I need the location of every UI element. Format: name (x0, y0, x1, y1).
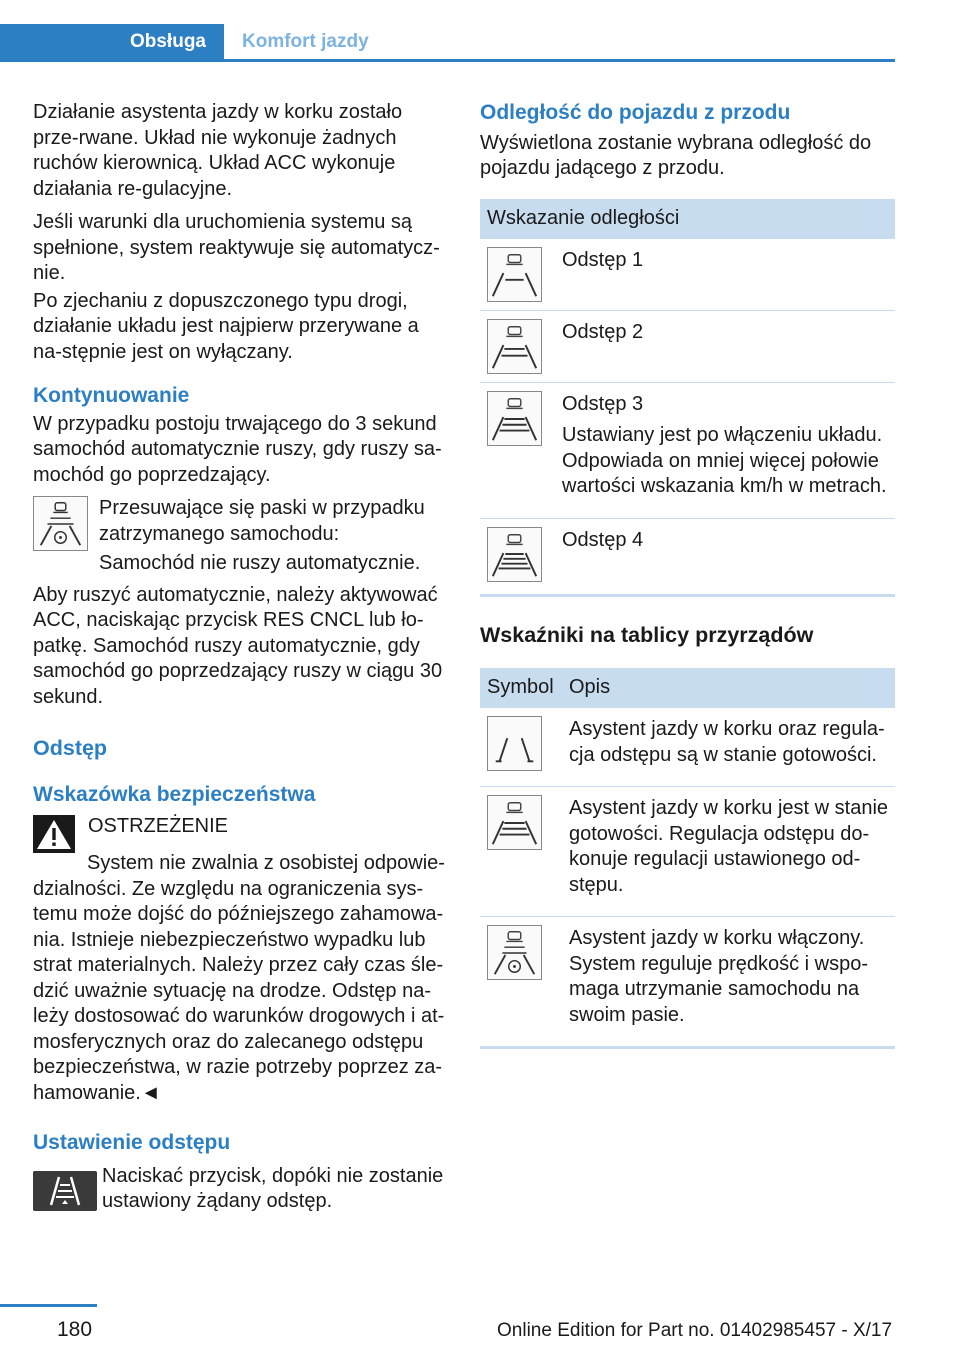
paragraph-auto-start: Aby ruszyć automatycznie, należy aktywować ACC, naciskając przycisk RES CNCL lub ło-patkę. Samochód ruszy automatycznie, gdy samochód go poprzedzający ruszy w ciągu 30 sekund. (33, 583, 443, 708)
heading-distance: Odstęp (33, 736, 108, 760)
paragraph-reactivation: Jeśli warunki dla uruchomienia systemu są spełnione, system reaktywuje się automatycz-nie. (33, 211, 440, 284)
distance-2-label: Odstęp 2 (562, 320, 644, 343)
distance-1-icon (487, 247, 542, 302)
footer-rule (0, 1304, 97, 1307)
indicators-table (480, 668, 895, 1049)
page-number: 180 (57, 1318, 93, 1341)
distance-button-icon (33, 1171, 97, 1211)
distance-2-icon (487, 319, 542, 374)
left-column (33, 100, 448, 1227)
tab-obsluga[interactable]: Obsługa (0, 24, 224, 59)
warning-triangle-icon (33, 815, 75, 853)
heading-indicators: Wskaźniki na tablicy przyrządów (480, 622, 814, 647)
distance-table-header: Wskazanie odległości (480, 199, 895, 239)
note-moving-bars: Przesuwające się paski w przypadku zatrzymanego samochodu: (99, 497, 425, 545)
moving-bars-steering-icon (33, 496, 88, 551)
paragraph-interrupted: Działanie asystenta jazdy w korku zostało prze-rwane. Układ nie wykonuje żadnych ruchów kierownicą. Układ ACC wykonuje działania re-gulacyjne. (33, 101, 403, 200)
col-symbol: Symbol (480, 668, 562, 708)
steering-assist-icon (487, 925, 542, 980)
table-row (480, 708, 895, 787)
distance-3-description: Ustawiany jest po włączeniu układu. Odpowiada on mniej więcej połowie wartości wskazania km/h w metrach. (562, 424, 887, 497)
setting-text: Naciskać przycisk, dopóki nie zostanie ustawiony żądany odstęp. (102, 1164, 444, 1212)
paragraph-road-type: Po zjechaniu z dopuszczonego typu drogi, działanie układu jest najpierw przerywane a na-stępnie jest on wyłączany. (33, 289, 419, 363)
heading-safety: Wskazówka bezpieczeństwa (33, 782, 316, 806)
setting-block (33, 1164, 448, 1223)
note-no-auto-start: Samochód nie ruszy automatycznie. (99, 552, 421, 574)
heading-continue: Kontynuowanie (33, 384, 190, 407)
right-column (480, 100, 895, 1049)
indicator-1-description: Asystent jazdy w korku oraz regula-cja odstępu są w stanie gotowości. (569, 718, 885, 766)
moving-bars-note (33, 496, 448, 579)
table-row (480, 310, 895, 382)
lane-ready-icon (487, 716, 542, 771)
paragraph-front-distance: Wyświetlona zostanie wybrana odległość do pojazdu jadącego z przodu. (480, 131, 872, 179)
distance-active-icon (487, 795, 542, 850)
distance-3-label: Odstęp 3 (562, 392, 644, 415)
heading-front-distance: Odległość do pojazdu z przodu (480, 101, 791, 124)
table-row (480, 787, 895, 917)
table-row (480, 382, 895, 518)
paragraph-continue: W przypadku postoju trwającego do 3 sekund samochód automatycznie ruszy, gdy ruszy sa-mochód go poprzedzający. (33, 412, 442, 486)
table-row (480, 917, 895, 1048)
warning-title: OSTRZEŻENIE (88, 815, 229, 837)
edition-note: Online Edition for Part no. 01402985457 - X/17 (497, 1320, 893, 1341)
indicator-2-description: Asystent jazdy w korku jest w stanie gotowości. Regulacja odstępu do-konuje regulacji ustawionego od-stępu. (569, 797, 889, 896)
distance-1-label: Odstęp 1 (562, 248, 644, 271)
indicator-3-description: Asystent jazdy w korku włączony. System reguluje prędkość i wspo-maga utrzymanie samochodu na swoim pasie. (569, 927, 869, 1026)
warning-text: System nie zwalnia z osobistej odpowie-dzialności. Ze względu na ograniczenia sys-temu może dojść do późniejszego zahamowa-nia. Istnieje niebezpieczeństwo wypadku lub strat materialnych. Należy przez cały czas śle-dzić uważnie sytuację na drodze. Odstęp na-leży dostosować do warunków drogowych i at-mosferycznych oraz do zalecanego odstępu bezpieczeństwa, w razie potrzeby poprzez za-hamowanie.◄ (33, 852, 445, 1104)
table-row (480, 518, 895, 595)
col-description: Opis (562, 668, 895, 708)
table-row (480, 239, 895, 311)
heading-setting: Ustawienie odstępu (33, 1131, 231, 1154)
distance-3-icon (487, 391, 542, 446)
tab-komfort-jazdy[interactable]: Komfort jazdy (242, 31, 369, 52)
distance-4-label: Odstęp 4 (562, 528, 644, 551)
distance-4-icon (487, 527, 542, 582)
distance-table (480, 199, 895, 597)
warning-block (33, 813, 448, 853)
chapter-tabs (0, 24, 895, 62)
